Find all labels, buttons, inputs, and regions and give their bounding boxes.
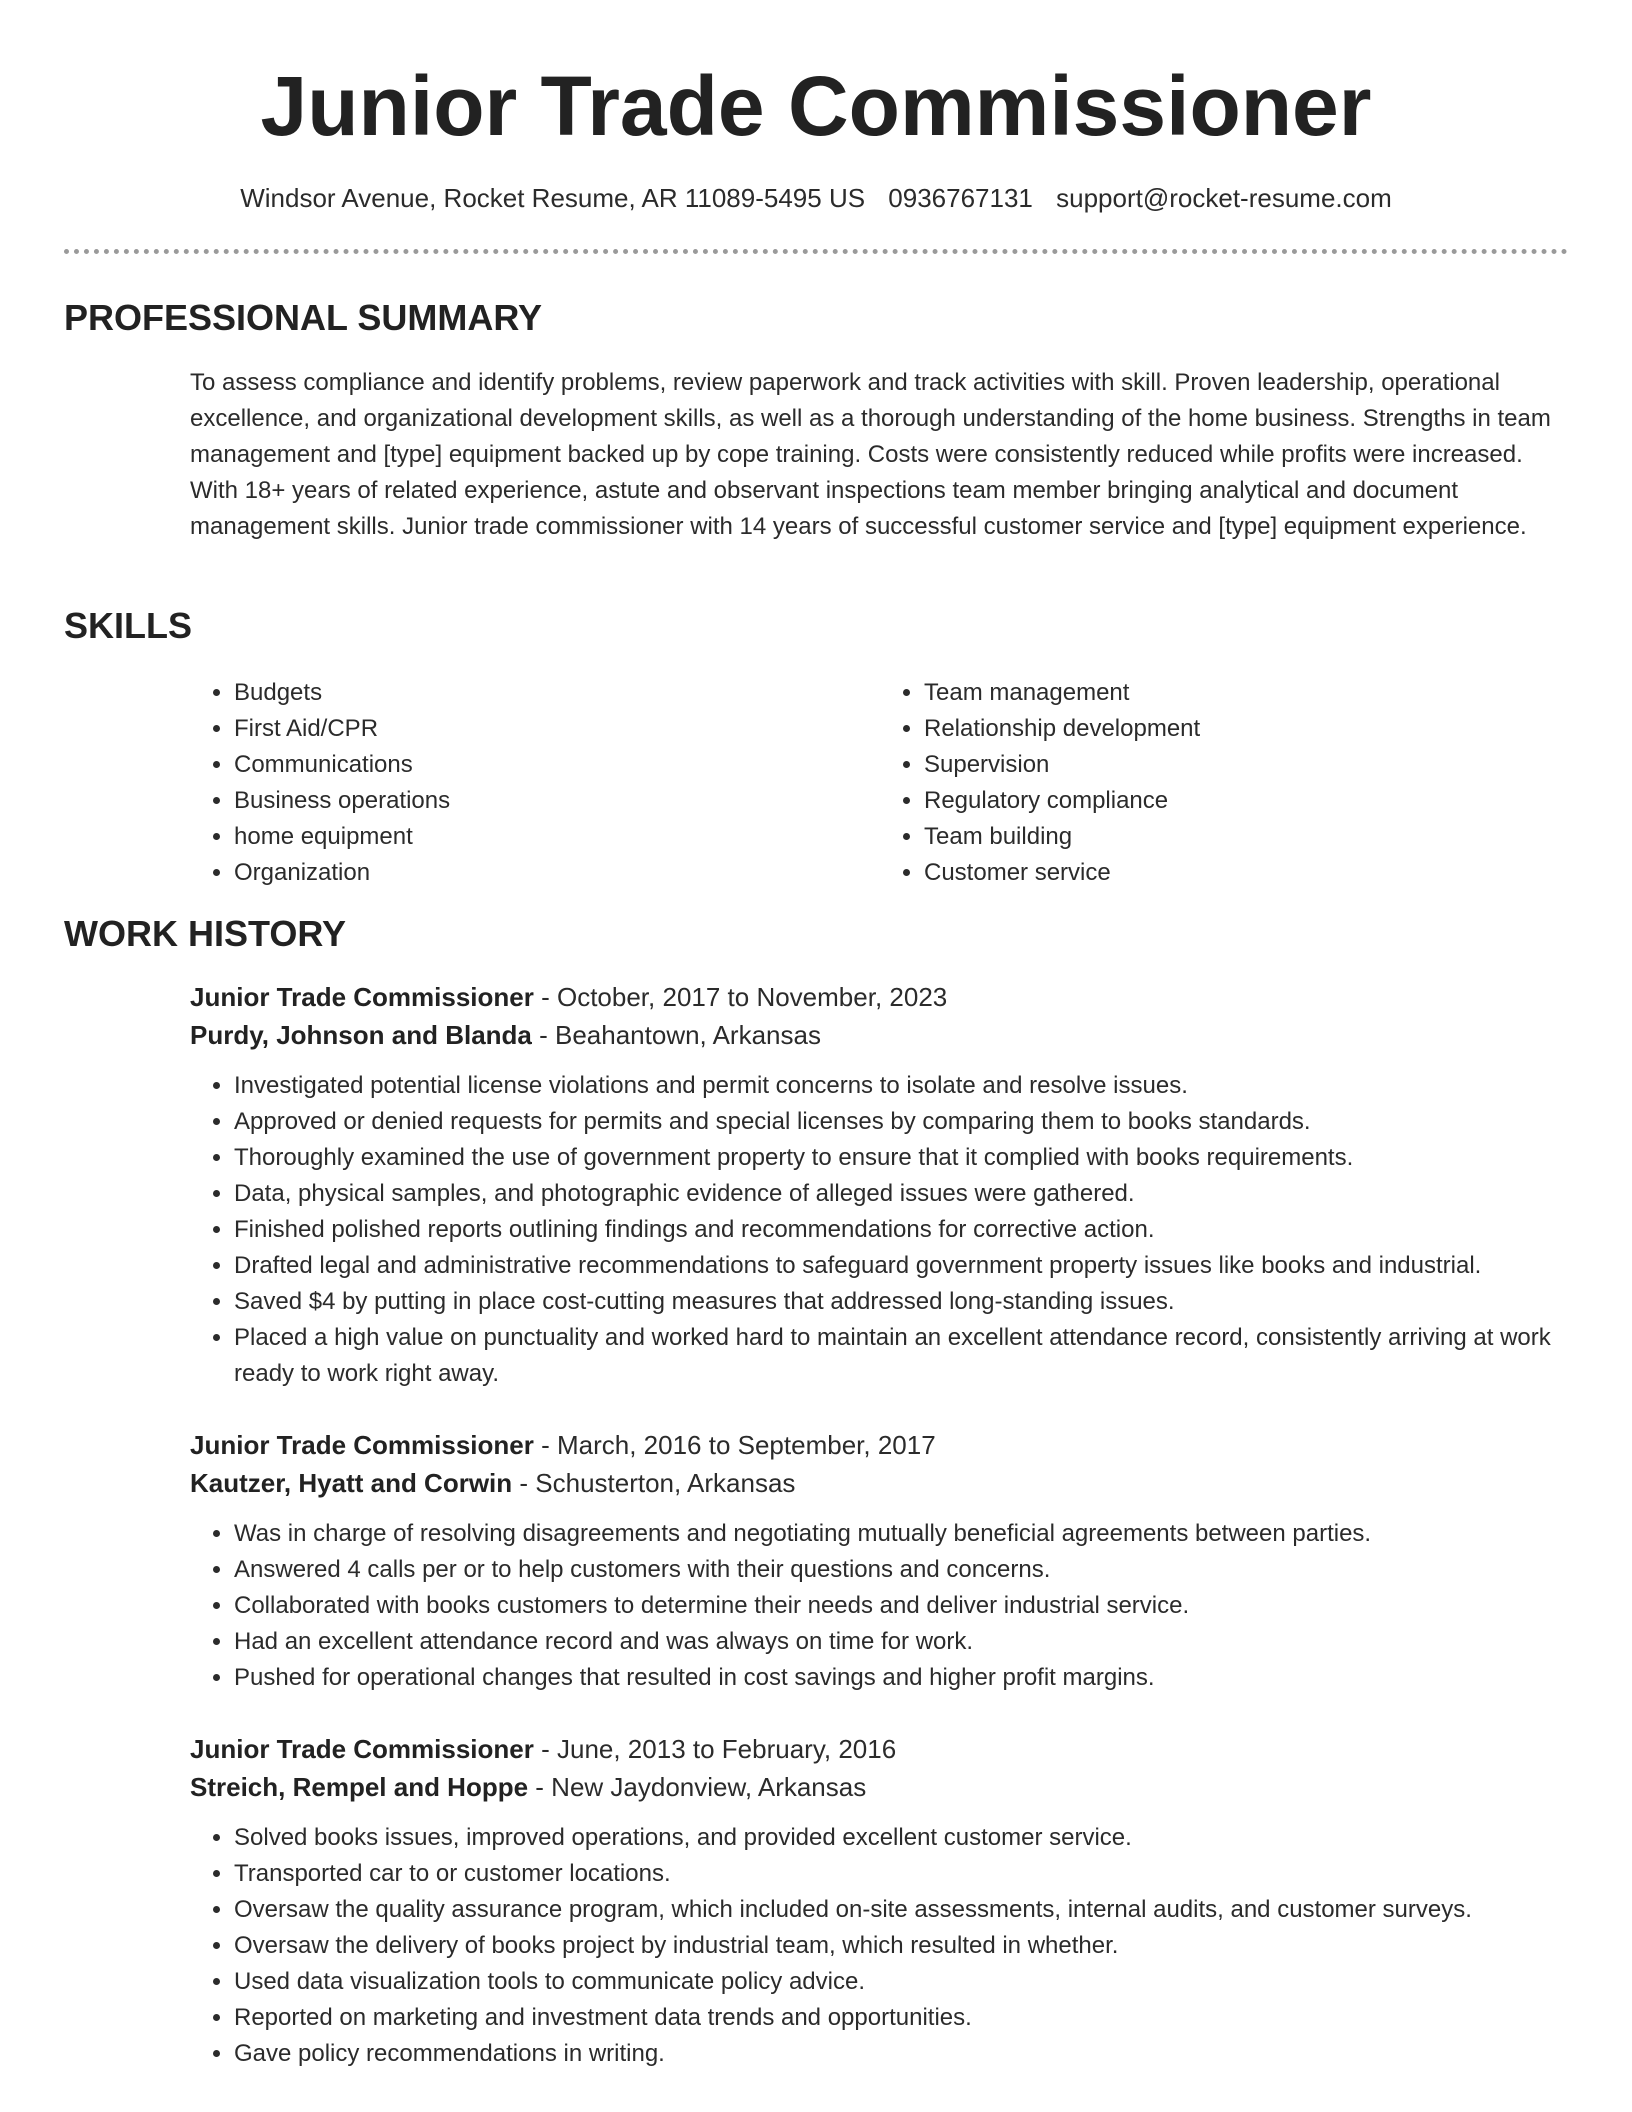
skill-item: • Customer service bbox=[924, 855, 1570, 891]
job-bullet: • Oversaw the delivery of books project by industrial team, which resulted in whether. bbox=[234, 1928, 1570, 1964]
job-bullet: • Saved $4 by putting in place cost-cutting measures that addressed long-standing issues. bbox=[234, 1284, 1570, 1320]
job-title-line bbox=[190, 978, 1570, 1016]
skill-item: • Business operations bbox=[234, 783, 880, 819]
job-bullet: • Used data visualization tools to communicate policy advice. bbox=[234, 1964, 1570, 2000]
job-bullet: • Drafted legal and administrative recommendations to safeguard government property issues like books and industrial. bbox=[234, 1248, 1570, 1284]
job-company-line bbox=[190, 1016, 1570, 1054]
summary-heading: PROFESSIONAL SUMMARY bbox=[64, 297, 543, 338]
skill-item: • Team building bbox=[924, 819, 1570, 855]
job-role: Junior Trade Commissioner bbox=[190, 1430, 534, 1460]
job-dates: - June, 2013 to February, 2016 bbox=[533, 1734, 897, 1764]
job-dates: - October, 2017 to November, 2023 bbox=[533, 982, 948, 1012]
skills-column-right bbox=[880, 675, 1570, 891]
job-bullets bbox=[190, 1068, 1570, 1392]
job-dates: - March, 2016 to September, 2017 bbox=[533, 1430, 936, 1460]
job-company: Streich, Rempel and Hoppe bbox=[190, 1772, 529, 1802]
job-bullet: • Collaborated with books customers to determine their needs and deliver industrial service. bbox=[234, 1588, 1570, 1624]
job-bullet: • Transported car to or customer locations. bbox=[234, 1856, 1570, 1892]
skills-list bbox=[190, 675, 1570, 891]
job-bullet: • Was in charge of resolving disagreements and negotiating mutually beneficial agreements between parties. bbox=[234, 1516, 1570, 1552]
job-entry bbox=[190, 978, 1570, 1392]
skills-column-left bbox=[190, 675, 880, 891]
job-bullet: • Answered 4 calls per or to help customers with their questions and concerns. bbox=[234, 1552, 1570, 1588]
skill-item: • home equipment bbox=[234, 819, 880, 855]
job-title-line bbox=[190, 1426, 1570, 1464]
skill-item: • Budgets bbox=[234, 675, 880, 711]
job-bullet: • Placed a high value on punctuality and worked hard to maintain an excellent attendance record, consistently arriving at work ready to work right away. bbox=[234, 1320, 1570, 1392]
job-bullets bbox=[190, 1516, 1570, 1696]
job-bullets bbox=[190, 1820, 1570, 2072]
job-role: Junior Trade Commissioner bbox=[190, 982, 534, 1012]
resume-name: Junior Trade Commissioner bbox=[260, 59, 1372, 153]
header-divider bbox=[64, 249, 1568, 254]
job-bullet: • Investigated potential license violations and permit concerns to isolate and resolve issues. bbox=[234, 1068, 1570, 1104]
skill-item: • Supervision bbox=[924, 747, 1570, 783]
job-title-line bbox=[190, 1730, 1570, 1768]
job-bullet: • Solved books issues, improved operations, and provided excellent customer service. bbox=[234, 1820, 1570, 1856]
job-entry bbox=[190, 1730, 1570, 2072]
summary-text: To assess compliance and identify problems, review paperwork and track activities with skill. Proven leadership, operational excellence, and organizational development skills, as well as a thorough understanding of the home business. Strengths in team management and [type] equipment backed up by cope training. Costs were consistently reduced while profits were increased. With 18+ years of related experience, astute and observant inspections team member bringing analytical and document management skills. Junior trade commissioner with 14 years of successful customer service and [type] equipment experience. bbox=[190, 369, 1551, 540]
contact-phone: 0936767131 bbox=[888, 183, 1033, 213]
job-bullet: • Finished polished reports outlining findings and recommendations for corrective action. bbox=[234, 1212, 1570, 1248]
job-bullet: • Oversaw the quality assurance program, which included on-site assessments, internal audits, and customer surveys. bbox=[234, 1892, 1570, 1928]
contact-email[interactable]: support@rocket-resume.com bbox=[1056, 183, 1392, 213]
job-location: - Schusterton, Arkansas bbox=[512, 1468, 796, 1498]
skill-item: • Communications bbox=[234, 747, 880, 783]
contact-line bbox=[0, 178, 1632, 218]
job-location: - Beahantown, Arkansas bbox=[531, 1020, 821, 1050]
skill-item: • Relationship development bbox=[924, 711, 1570, 747]
job-bullet: • Had an excellent attendance record and was always on time for work. bbox=[234, 1624, 1570, 1660]
job-bullet: • Pushed for operational changes that resulted in cost savings and higher profit margins. bbox=[234, 1660, 1570, 1696]
work-history-heading: WORK HISTORY bbox=[64, 913, 347, 954]
job-entry bbox=[190, 1426, 1570, 1696]
skills-heading: SKILLS bbox=[64, 605, 193, 646]
skill-item: • Regulatory compliance bbox=[924, 783, 1570, 819]
job-bullet: • Approved or denied requests for permits and special licenses by comparing them to books standards. bbox=[234, 1104, 1570, 1140]
job-bullet: • Data, physical samples, and photographic evidence of alleged issues were gathered. bbox=[234, 1176, 1570, 1212]
job-bullet: • Reported on marketing and investment data trends and opportunities. bbox=[234, 2000, 1570, 2036]
job-bullet: • Gave policy recommendations in writing. bbox=[234, 2036, 1570, 2072]
job-location: - New Jaydonview, Arkansas bbox=[528, 1772, 867, 1802]
job-role: Junior Trade Commissioner bbox=[190, 1734, 534, 1764]
job-company-line bbox=[190, 1464, 1570, 1502]
job-company-line bbox=[190, 1768, 1570, 1806]
job-company: Purdy, Johnson and Blanda bbox=[190, 1020, 532, 1050]
skill-item: • Team management bbox=[924, 675, 1570, 711]
contact-address: Windsor Avenue, Rocket Resume, AR 11089-5495 US bbox=[240, 183, 866, 213]
job-company: Kautzer, Hyatt and Corwin bbox=[190, 1468, 513, 1498]
skill-item: • First Aid/CPR bbox=[234, 711, 880, 747]
skill-item: • Organization bbox=[234, 855, 880, 891]
job-bullet: • Thoroughly examined the use of government property to ensure that it complied with books requirements. bbox=[234, 1140, 1570, 1176]
